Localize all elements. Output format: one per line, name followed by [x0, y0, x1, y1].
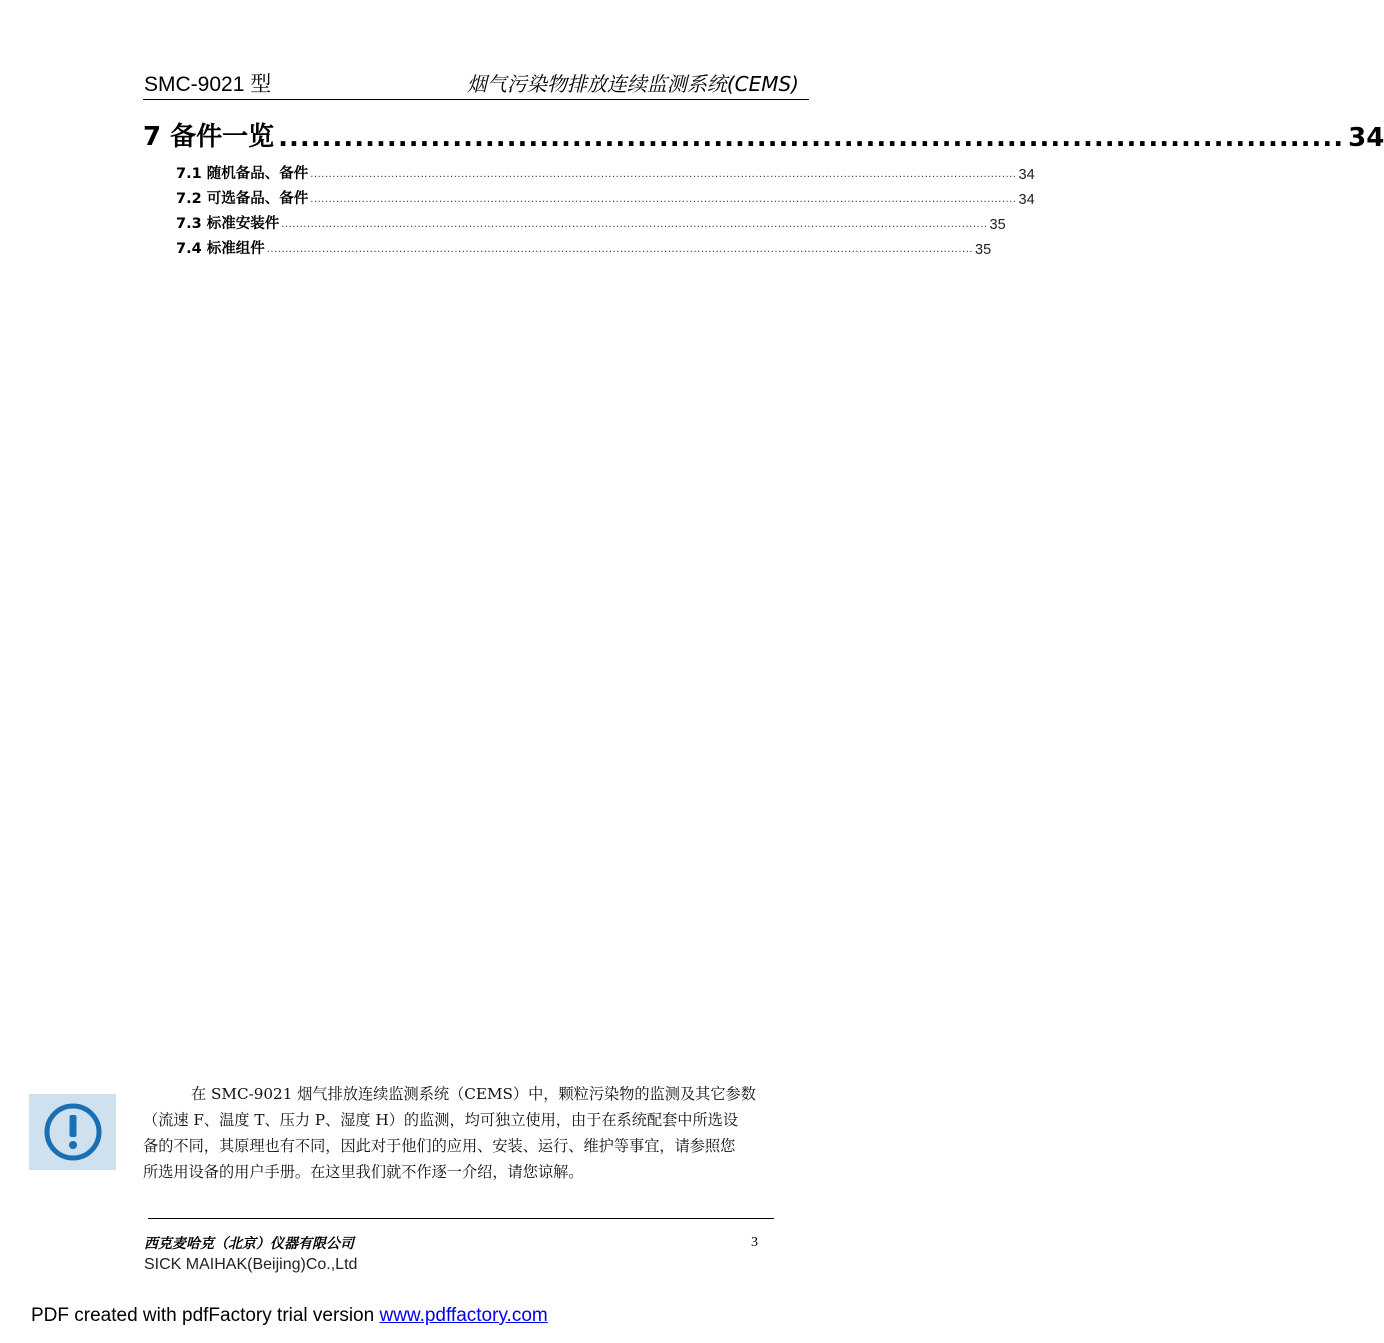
- toc-entry-page: 34: [1018, 192, 1035, 208]
- note-paragraph: [143, 1081, 803, 1185]
- watermark-text: PDF created with pdfFactory trial version: [31, 1305, 380, 1326]
- toc-entry-title: 7.4 标准组件: [176, 241, 265, 257]
- note-line: 备的不同，其原理也有不同，因此对于他们的应用、安装、运行、维护等事宜，请参照您: [143, 1137, 736, 1155]
- toc-entry-title: 7.3 标准安装件: [176, 216, 280, 232]
- page-header: [143, 64, 809, 100]
- toc-leader-dots: ................................................................................................................................................................................................: [310, 194, 1017, 205]
- header-system-title: 烟气污染物排放连续监测系统(CEMS): [466, 72, 799, 96]
- toc-entry-title: 7.1 随机备品、备件: [176, 166, 309, 182]
- watermark-link[interactable]: www.pdffactory.com: [379, 1305, 548, 1326]
- toc-chapter-page: 34: [1348, 123, 1384, 153]
- header-model: SMC-9021 型: [144, 73, 272, 96]
- toc-entry-title: 7.2 可选备品、备件: [176, 191, 309, 207]
- toc-leader-dots: ................................................................................................................................................................................................: [281, 219, 988, 230]
- toc-entry-page: 34: [1018, 167, 1035, 183]
- toc-entry[interactable]: [176, 236, 992, 258]
- toc-entry[interactable]: [176, 211, 1006, 233]
- toc-leader-dots: ................................................................................................................................................................................................: [310, 169, 1017, 180]
- toc-leader-dots: ..................................................................................................: [278, 123, 1345, 153]
- toc-leader-dots: ................................................................................................................................................................................................: [266, 244, 974, 255]
- footer-divider: [148, 1218, 774, 1219]
- toc-entry-page: 35: [989, 217, 1006, 233]
- toc-chapter-entry[interactable]: [143, 117, 1384, 153]
- footer-company-cn: 西克麦哈克（北京）仪器有限公司: [144, 1236, 354, 1252]
- note-icon-box: [29, 1094, 116, 1170]
- toc-entry[interactable]: [176, 186, 1035, 208]
- toc-chapter-title: 7 备件一览: [143, 122, 275, 152]
- note-line: 在 SMC-9021 烟气排放连续监测系统（CEMS）中，颗粒污染物的监测及其它参数: [191, 1085, 756, 1103]
- note-line: 所选用设备的用户手册。在这里我们就不作逐一介绍，请您谅解。: [143, 1163, 584, 1181]
- footer-page-number: 3: [751, 1235, 758, 1250]
- exclamation-circle-icon: [42, 1101, 104, 1163]
- footer-company-en: SICK MAIHAK(Beijing)Co.,Ltd: [144, 1256, 358, 1273]
- note-line: （流速 F、温度 T、压力 P、湿度 H）的监测，均可独立使用，由于在系统配套中所选设: [143, 1111, 739, 1129]
- toc-entry[interactable]: [176, 161, 1035, 183]
- pdf-watermark: [31, 1305, 548, 1327]
- toc-entry-page: 35: [975, 242, 992, 258]
